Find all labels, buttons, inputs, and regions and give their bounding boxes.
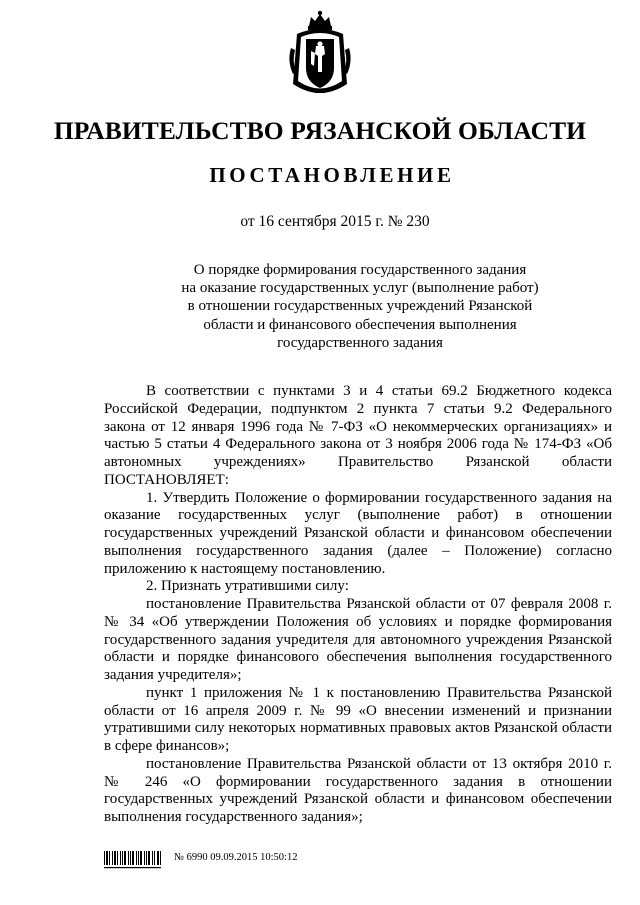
body-paragraph: постановление Правительства Рязанской области от 07 февраля 2008 г. № 34 «Об утверждении Положения об условиях и порядке формирования государственного задания учредителя для автономного учреждения Рязанской области и порядке финансового обеспечения выполнения государственного задания учредителя»; [104,596,612,683]
government-title: ПРАВИТЕЛЬСТВО РЯЗАНСКОЙ ОБЛАСТИ [53,116,587,145]
body-paragraph-decree: ПОСТАНОВЛЯЕТ: [104,471,229,488]
subject-line: на оказание государственных услуг (выполнение работ) [181,280,539,297]
registration-footer [104,849,364,871]
subject-line: в отношении государственных учреждений Рязанской [187,298,533,315]
body-paragraph: постановление Правительства Рязанской области от 13 октября 2010 г. № 246 «О формировании государственного задания в отношении государственных учреждений Рязанской области и финансовом обеспечении выполнения государственного задания»; [104,755,612,825]
body-paragraph: 2. Признать утратившими силу: [146,578,349,595]
subject-line: области и финансового обеспечения выполнения [203,316,517,333]
document-subject [160,261,560,352]
body-paragraph: 1. Утвердить Положение о формировании государственного задания на оказание государственных услуг (выполнение работ) в отношении государственных учреждений Рязанской области и финансовом обеспечении выполнения государственного задания (далее – Положение) согласно приложению к настоящему постановлению. [104,489,612,577]
body-paragraph: В соответствии с пунктами 3 и 4 статьи 69.2 Бюджетного кодекса Российской Федерации, подпунктом 2 пункта 7 статьи 9.2 Федерального закона от 12 января 1996 года № 7-ФЗ «О некоммерческих организациях» и частью 5 статьи 4 Федерального закона от 3 ноября 2006 года № 174-ФЗ «Об автономных учреждениях» Правительство Рязанской области [104,383,612,470]
document-body [104,383,612,827]
document-date-number: от 16 сентября 2015 г. № 230 [240,213,430,230]
subject-line: государственного задания [277,334,443,351]
registration-stamp: № 6990 09.09.2015 10:50:12 [174,852,298,863]
body-paragraph: пункт 1 приложения № 1 к постановлению Правительства Рязанской области от 16 апреля 2009 г. № 99 «О внесении изменений и признании утратившими силу некоторых нормативных правовых актов Рязанской области в сфере финансов»; [104,684,612,754]
document-type: ПОСТАНОВЛЕНИЕ [209,163,455,187]
barcode-icon [104,849,162,871]
coat-of-arms-icon [287,6,353,106]
subject-line: О порядке формирования государственного задания [193,262,527,278]
